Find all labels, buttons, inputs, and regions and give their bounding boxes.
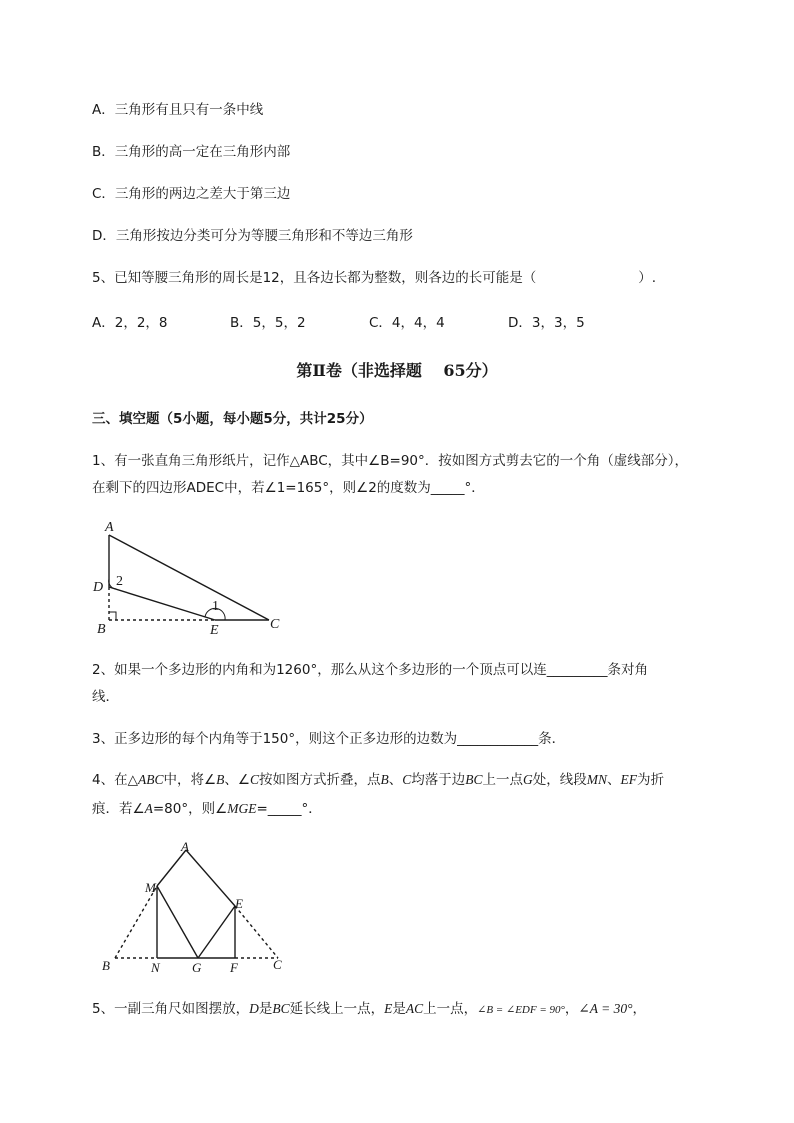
q4-segment-mg — [157, 886, 198, 958]
fill-q1-line1: 1、有一张直角三角形纸片，记作△ABC，其中∠B=90°．按如图方式剪去它的一个角（虚线部分）， — [92, 453, 689, 469]
q1-side-ac — [109, 535, 269, 620]
fill-q4-line2: 痕．若∠A=80°，则∠MGE=_____°． — [92, 801, 322, 817]
q4-option-c: C．三角形的两边之差大于第三边 — [92, 186, 291, 202]
q5-stem — [92, 269, 656, 287]
fill-q3-line1: 3、正多边形的每个内角等于150°，则这个正多边形的边数为____________条． — [92, 731, 566, 747]
q5-stem-text: 5、已知等腰三角形的周长是12，且各边长都为整数，则各边的长可能是（ — [92, 270, 537, 286]
q4-side-ae — [186, 850, 235, 906]
q4-label-e: E — [235, 896, 243, 911]
fill-q5-line1: 5、一副三角尺如图摆放，D是BC延长线上一点，E是AC上一点，∠B = ∠EDF = 90°，∠A = 30°， — [92, 1001, 646, 1017]
q1-label-b: B — [97, 622, 106, 637]
q1-label-2: 2 — [116, 574, 123, 589]
q4-dashed-bm — [115, 886, 157, 958]
q1-label-c: C — [270, 617, 280, 632]
fill-q2-line2: 线． — [92, 689, 119, 705]
q4-side-am — [157, 850, 186, 886]
q4-option-a: A．三角形有且只有一条中线 — [92, 102, 264, 118]
fill-q1-line2: 在剩下的四边形ADEC中，若∠1=165°，则∠2的度数为_____°． — [92, 480, 485, 496]
q1-label-a: A — [105, 520, 114, 535]
q4-label-f: F — [230, 960, 238, 975]
q4-label-c: C — [273, 957, 282, 972]
q4-dashed-ec — [235, 906, 278, 958]
q1-side-de — [109, 587, 215, 620]
q1-label-1: 1 — [212, 599, 219, 614]
fill-q4-line1: 4、在△ABC中，将∠B、∠C按如图方式折叠，点B、C均落于边BC上一点G处，线段MN、EF为折 — [92, 772, 664, 788]
q4-label-m: M — [145, 880, 156, 895]
q4-fold-figure — [95, 838, 295, 978]
q4-option-d: D．三角形按边分类可分为等腰三角形和不等边三角形 — [92, 228, 413, 244]
q4-option-b: B．三角形的高一定在三角形内部 — [92, 144, 291, 160]
q1-right-angle-mark — [109, 612, 116, 620]
q5-stem-end: ）. — [638, 270, 657, 286]
q1-triangle-figure — [85, 515, 295, 640]
q4-label-n: N — [151, 960, 160, 975]
q1-label-e: E — [210, 623, 219, 638]
part2-title: 第Ⅱ卷（非选择题 65分） — [296, 361, 498, 380]
fill-q2-line1: 2、如果一个多边形的内角和为1260°，那么从这个多边形的一个顶点可以连_________条对角 — [92, 662, 648, 678]
q5-option-d: D．3，3，5 — [508, 315, 585, 331]
q5-option-a: A．2，2，8 — [92, 315, 168, 331]
q4-label-a: A — [181, 839, 189, 854]
q4-label-b: B — [102, 958, 110, 973]
q4-segment-ge — [198, 906, 235, 958]
q4-label-g: G — [192, 960, 202, 975]
section3-heading: 三、填空题（5小题，每小题5分，共计25分） — [92, 411, 373, 427]
q5-option-b: B．5，5，2 — [230, 315, 306, 331]
q5-option-c: C．4，4，4 — [369, 315, 445, 331]
q1-label-d: D — [93, 580, 104, 595]
q5-options — [92, 311, 692, 329]
